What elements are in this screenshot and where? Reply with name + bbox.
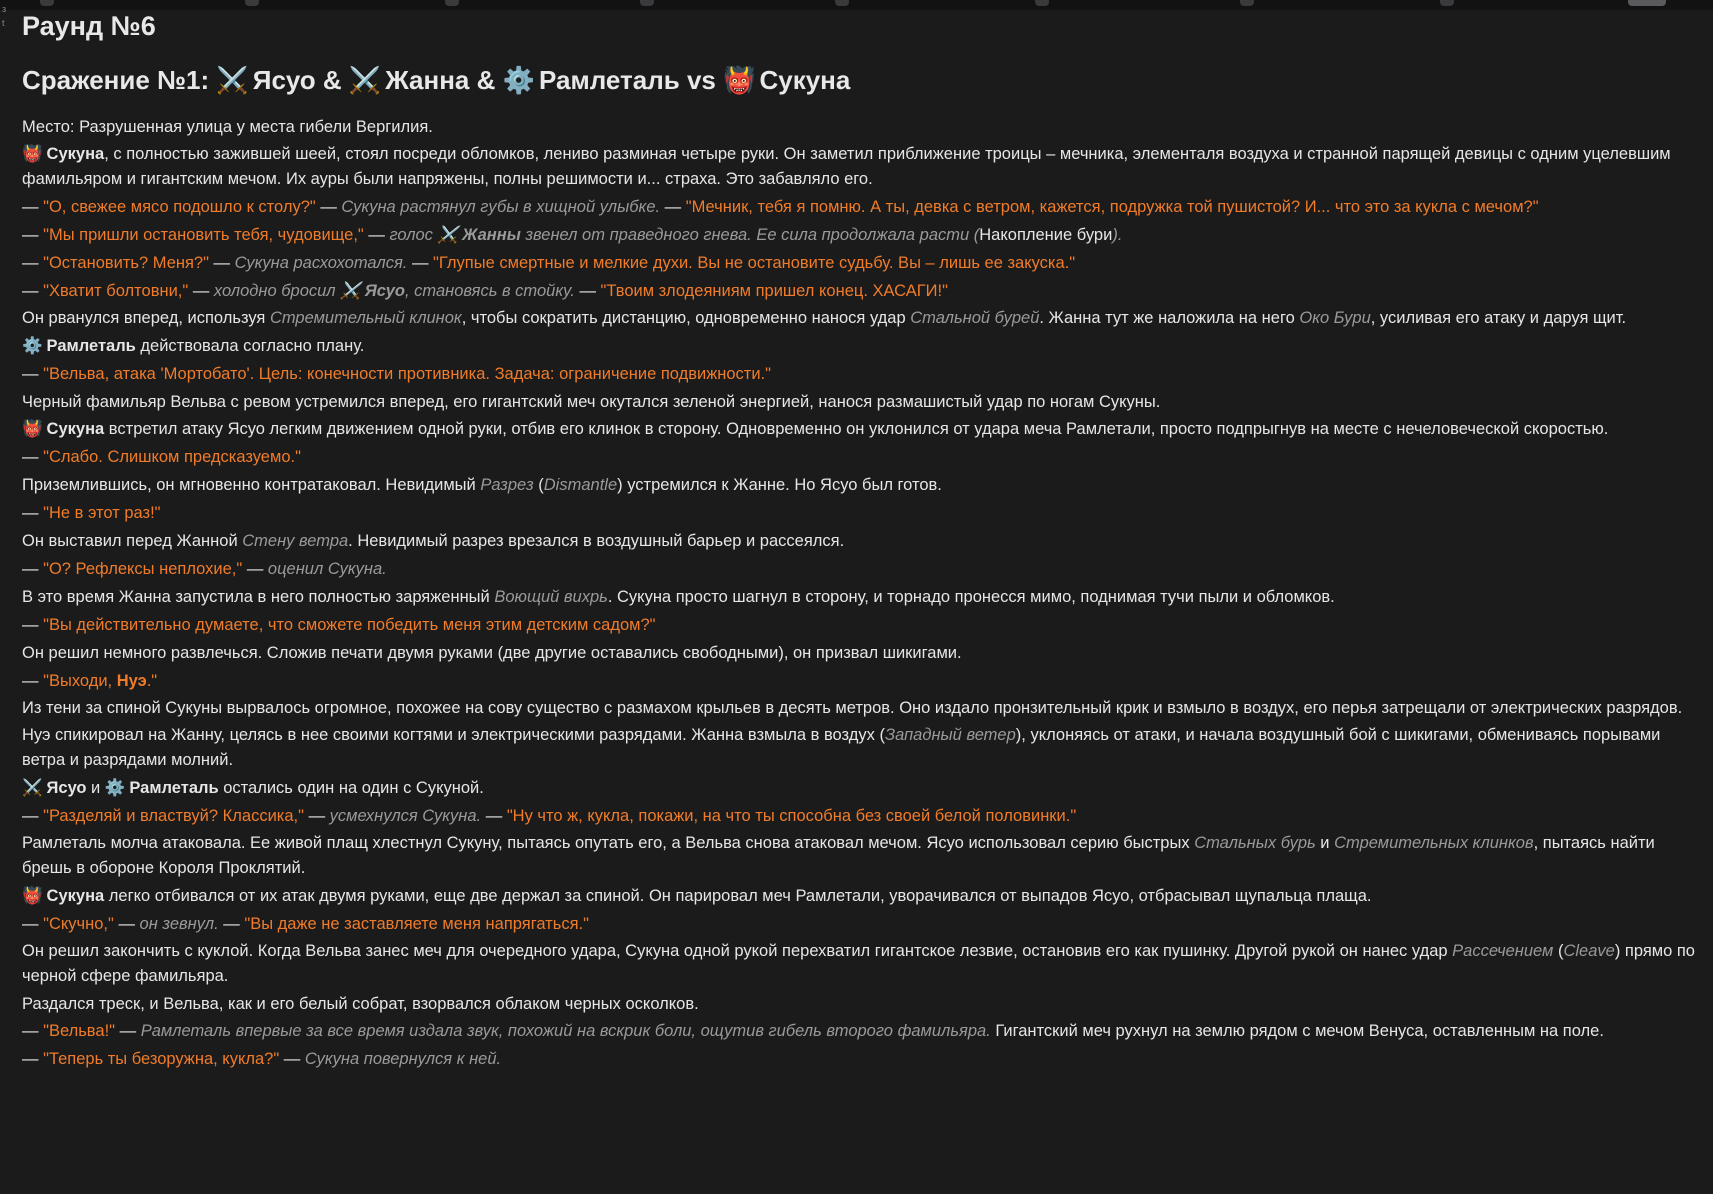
aside-text: , становясь в стойку.: [405, 282, 575, 300]
top-toolbar-strip: [0, 0, 1713, 10]
dash: —: [363, 226, 390, 244]
dash: —: [22, 1050, 44, 1068]
ampersand: &: [322, 65, 342, 95]
edge-fragment: з: [2, 4, 7, 14]
speech: "Ну что ж, кукла, покажи, на что ты способна без своей белой половинки.": [506, 807, 1077, 825]
speech: "Не в этот раз!": [43, 504, 161, 522]
narration-line: [22, 991, 1702, 1017]
fighter-name: Сукуна: [759, 65, 851, 95]
dash: —: [113, 915, 140, 933]
speech: "Твоим злодеяниям пришел конец. ХАСАГИ!": [600, 282, 948, 300]
dash: —: [279, 1050, 305, 1068]
chat-message-content: [22, 10, 1702, 1074]
dialogue-line: [22, 250, 1702, 276]
narration-line: [22, 939, 1702, 989]
narration-text: Он решил немного развлечься. Сложив печати двумя руками (две другие оставались свободными), он призвал шикигами.: [22, 644, 962, 662]
crossed-swords-icon: ⚔️: [348, 65, 382, 95]
crossed-swords-icon: ⚔️: [22, 779, 43, 797]
narration-text: , усиливая его атаку и даруя щит.: [1370, 309, 1627, 327]
narration-text: Нуэ спикировал на Жанну, целясь в нее своими когтями и электрическими разрядами. Жанна взмыла в воздух (: [22, 726, 885, 744]
ability-name: Стену ветра: [242, 532, 349, 550]
speech: "О, свежее мясо подошло к столу?": [43, 198, 316, 216]
dialogue-line: [22, 1046, 1702, 1072]
aside-text: голос: [389, 226, 433, 244]
narration-text: , чтобы сократить дистанцию, одновременно нанося удар: [461, 309, 911, 327]
narration-text: ), уклоняясь от атаки, и начала воздушный бой с шикигами, обмениваясь порывами ветра и разрядами молний.: [22, 726, 1661, 769]
ability-name: Разрез: [480, 476, 534, 494]
action-aside: оценил Сукуна.: [267, 560, 387, 578]
narration-text: . Жанна тут же наложила на него: [1039, 309, 1300, 327]
dash: —: [22, 672, 44, 690]
narration-text: Он рванулся вперед, используя: [22, 309, 270, 327]
dash: —: [407, 254, 434, 272]
dash: —: [208, 254, 235, 272]
narration-text: В это время Жанна запустила в него полностью заряженный: [22, 588, 495, 606]
speech: "Глупые смертные и мелкие духи. Вы не остановите судьбу. Вы – лишь ее закуска.": [433, 254, 1076, 272]
dash: —: [22, 198, 44, 216]
ampersand: &: [476, 65, 496, 95]
gear-icon: ⚙️: [104, 779, 126, 797]
narration-text: (: [533, 476, 544, 494]
narration-text: Раздался треск, и Вельва, как и его белый собрат, взорвался облаком черных осколков.: [22, 995, 699, 1013]
gear-icon: ⚙️: [502, 65, 536, 95]
dash: —: [242, 560, 268, 578]
dialogue-line: [22, 911, 1702, 937]
dash: —: [22, 365, 44, 383]
demon-mask-icon: 👹: [22, 887, 43, 905]
fighter-name: Жанна: [385, 65, 470, 95]
speech: "Теперь ты безоружна, кукла?": [43, 1050, 280, 1068]
narration-line: [22, 528, 1702, 554]
toolbar-icon[interactable]: [835, 0, 849, 6]
toolbar-icon[interactable]: [40, 0, 54, 6]
narration-text: действовала согласно плану.: [135, 337, 365, 355]
speech: "Вы даже не заставляете меня напрягаться.": [244, 915, 589, 933]
narration-text: (: [1553, 942, 1564, 960]
character-name: Рамлеталь: [46, 337, 136, 355]
narration-line: [22, 831, 1702, 881]
demon-mask-icon: 👹: [22, 420, 43, 438]
narration-line: [22, 775, 1702, 801]
character-name: Ясуо: [364, 282, 405, 300]
speech: "Вы действительно думаете, что сможете победить меня этим детским садом?": [43, 616, 656, 634]
ability-name: Стальной бурей: [910, 309, 1040, 327]
toolbar-icon[interactable]: [1035, 0, 1049, 6]
dialogue-line: [22, 361, 1702, 387]
dash: —: [303, 807, 330, 825]
fighter-name: Рамлеталь: [539, 65, 680, 95]
action-aside: он зевнул.: [139, 915, 219, 933]
narration-text: Рамлеталь молча атаковала. Ее живой плащ хлестнул Сукуну, пытаясь опутать его, а Вельва снова атаковал мечом. Ясуо использовал серию быстрых: [22, 834, 1195, 852]
ability-name: Рассечением: [1452, 942, 1554, 960]
ability-name: Воющий вихрь: [494, 588, 608, 606]
battle-prefix: Сражение №1:: [22, 65, 210, 95]
action-aside: усмехнулся Сукуна.: [329, 807, 482, 825]
ability-name: Западный ветер: [884, 726, 1016, 744]
toolbar-icon[interactable]: [1440, 0, 1454, 6]
aside-text: холодно бросил: [213, 282, 336, 300]
dash: —: [22, 226, 44, 244]
narration-line: [22, 306, 1702, 331]
ability-name: Dismantle: [543, 476, 618, 494]
narration-line: [22, 883, 1702, 909]
toolbar-icon[interactable]: [245, 0, 259, 6]
dash: —: [115, 1022, 141, 1040]
narration-line: [22, 142, 1702, 192]
narration-text: ) устремился к Жанне. Но Ясуо был готов.: [617, 476, 942, 494]
narration-line: [22, 723, 1702, 773]
action-aside: [214, 282, 575, 300]
crossed-swords-icon: ⚔️: [437, 226, 459, 244]
narration-line: [22, 389, 1702, 415]
aside-text: звенел от праведного гнева. Ее сила продолжала расти (: [520, 226, 980, 244]
dash: —: [660, 198, 686, 216]
narration-text: Он выставил перед Жанной: [22, 532, 243, 550]
speech: "Вельва!": [43, 1022, 116, 1040]
dash: —: [22, 254, 44, 272]
crossed-swords-icon: ⚔️: [340, 282, 361, 300]
narration-text: легко отбивался от их атак двумя руками, еще две держал за спиной. Он парировал меч Рамлетали, уворачивался от выпадов Ясуо, отбрасывал щупальца плаща.: [104, 887, 1372, 905]
character-name: Жанны: [462, 226, 521, 244]
dialogue-line: [22, 194, 1702, 220]
speech-text: "Выходи,: [43, 672, 117, 690]
ability-name: Стремительных клинков: [1334, 834, 1534, 852]
gear-icon: ⚙️: [22, 337, 43, 355]
demon-mask-icon: 👹: [723, 65, 756, 95]
speech: "Мечник, тебя я помню. А ты, девка с ветром, кажется, подружка той пушистой? И... что это за кукла с мечом?": [685, 198, 1539, 216]
ability-name: Накопление бури: [979, 226, 1113, 244]
narration-text: . Сукуна просто шагнул в сторону, и торнадо пронесся мимо, поднимая тучи пыли и обломков.: [607, 588, 1335, 606]
toolbar-icon[interactable]: [445, 0, 459, 6]
narration-line: [22, 696, 1702, 721]
speech: "Скучно,": [43, 915, 114, 933]
narration-text: ) прямо по черной сфере фамильяра.: [22, 942, 1695, 985]
dash: —: [22, 1022, 44, 1040]
speech: "Хватит болтовни,": [43, 282, 189, 300]
shikigami-name: Нуэ: [116, 672, 147, 690]
ability-name: Стальных бурь: [1194, 834, 1316, 852]
toolbar-icon-active[interactable]: [1628, 0, 1666, 6]
dash: —: [315, 198, 342, 216]
narration-text: , пытаясь найти брешь в обороне Короля Проклятий.: [22, 834, 1655, 877]
narration-line: [22, 114, 1702, 140]
narration-text: Приземлившись, он мгновенно контратаковал. Невидимый: [22, 476, 481, 494]
demon-mask-icon: 👹: [22, 145, 43, 163]
dash: —: [218, 915, 245, 933]
narration-text: и: [86, 779, 105, 797]
ability-name: Cleave: [1563, 942, 1615, 960]
dash: —: [481, 807, 507, 825]
action-aside: Рамлеталь впервые за все время издала звук, похожий на вскрик боли, ощутив гибель второго фамильяра.: [140, 1022, 991, 1040]
ability-name: Стремительный клинок: [269, 309, 462, 327]
dash: —: [22, 504, 44, 522]
action-aside: Сукуна расхохотался.: [234, 254, 408, 272]
character-name: Сукуна: [46, 887, 105, 905]
dialogue-line: [22, 500, 1702, 526]
character-name: Сукуна: [46, 420, 105, 438]
narration-text: , с полностью зажившей шеей, стоял посреди обломков, лениво разминая четыре руки. Он заметил приближение троицы – мечника, элементаля воздуха и странной парящей девицы с одним уцелевшим фамильяром и гигантским мечом. Их ауры были напряжены, полны решимости и... страха. Это забавляло его.: [22, 145, 1671, 188]
dash: —: [574, 282, 601, 300]
speech: "О? Рефлексы неплохие,": [43, 560, 243, 578]
narration-text: Гигантский меч рухнул на землю рядом с мечом Венуса, оставленным на поле.: [990, 1022, 1604, 1040]
dialogue-line: [22, 668, 1702, 694]
versus: vs: [686, 65, 716, 95]
dialogue-line: [22, 278, 1702, 304]
dash: —: [22, 282, 44, 300]
toolbar-icon[interactable]: [640, 0, 654, 6]
narration-text: остались один на один с Сукуной.: [218, 779, 484, 797]
crossed-swords-icon: ⚔️: [216, 65, 249, 95]
character-name: Ясуо: [46, 779, 87, 797]
action-aside: Сукуна растянул губы в хищной улыбке.: [341, 198, 661, 216]
speech: [43, 672, 157, 690]
narration-text: Место: Разрушенная улица у места гибели Вергилия.: [22, 118, 433, 136]
dash: —: [22, 915, 44, 933]
dash: —: [22, 448, 44, 466]
character-name: Рамлеталь: [129, 779, 219, 797]
dialogue-line: [22, 612, 1702, 638]
dash: —: [22, 616, 44, 634]
dash: —: [22, 807, 44, 825]
narration-line: [22, 472, 1702, 498]
ability-name: Око Бури: [1299, 309, 1371, 327]
narration-line: [22, 333, 1702, 359]
aside-text: ).: [1112, 226, 1123, 244]
dialogue-line: [22, 222, 1702, 248]
dialogue-line: [22, 1019, 1702, 1044]
battle-title: [22, 64, 1702, 96]
narration-text: Черный фамильяр Вельва с ревом устремился вперед, его гигантский меч окутался зеленой энергией, нанося размашистый удар по ногам Сукуны.: [22, 393, 1161, 411]
speech: "Остановить? Меня?": [43, 254, 209, 272]
character-name: Сукуна: [46, 145, 105, 163]
narration-line: [22, 640, 1702, 666]
round-title: Раунд №6: [22, 11, 156, 41]
narration-text: и: [1315, 834, 1335, 852]
narration-text: Он решил закончить с куклой. Когда Вельва занес меч для очередного удара, Сукуна одной рукой перехватил гигантское лезвие, остановив его как пушинку. Другой рукой он нанес удар: [22, 942, 1453, 960]
speech-text: .": [146, 672, 158, 690]
dash: —: [22, 560, 44, 578]
narration-line: [22, 584, 1702, 610]
toolbar-icon[interactable]: [1240, 0, 1254, 6]
edge-fragment: t: [2, 18, 5, 28]
narration-text: встретил атаку Ясуо легким движением одной руки, отбив его клинок в сторону. Одновременно он уклонился от удара меча Рамлетали, просто подпрыгнув на месте с нечеловеческой скоростью.: [104, 420, 1609, 438]
dialogue-line: [22, 444, 1702, 470]
speech: "Разделяй и властвуй? Классика,": [43, 807, 304, 825]
speech: "Слабо. Слишком предсказуемо.": [43, 448, 301, 466]
speech: "Мы пришли остановить тебя, чудовище,": [43, 226, 364, 244]
action-aside: [389, 226, 979, 244]
dash: —: [188, 282, 214, 300]
speech: "Вельва, атака 'Мортобато'. Цель: конечности противника. Задача: ограничение подвижности.": [43, 365, 771, 383]
narration-text: . Невидимый разрез врезался в воздушный барьер и рассеялся.: [348, 532, 845, 550]
dialogue-line: [22, 803, 1702, 829]
narration-line: [22, 417, 1702, 442]
action-aside: Сукуна повернулся к ней.: [304, 1050, 502, 1068]
dialogue-line: [22, 556, 1702, 582]
fighter-name: Ясуо: [252, 65, 316, 95]
narration-text: Из тени за спиной Сукуны вырвалось огромное, похожее на сову существо с размахом крыльев в десять метров. Оно издало пронзительный крик и взмыло в воздух, его перья затрещали от электрических разрядов.: [22, 699, 1683, 717]
